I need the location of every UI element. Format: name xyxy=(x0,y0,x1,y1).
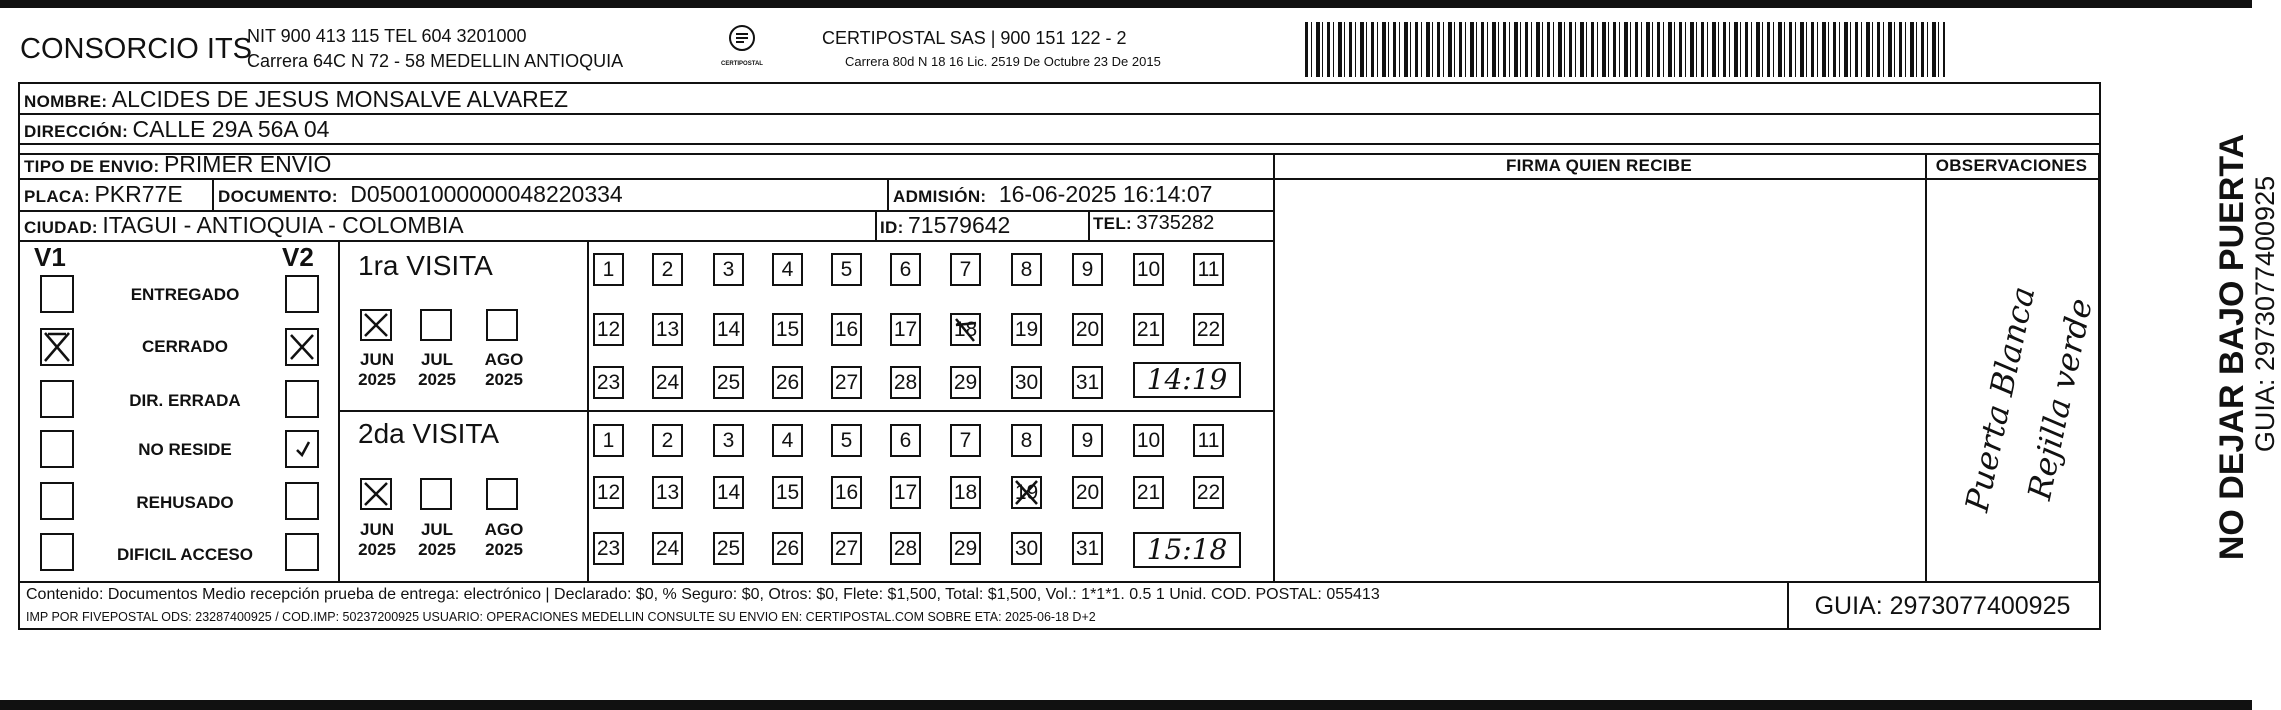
certipostal-logo xyxy=(712,24,772,74)
v1-checkbox-dir-errada[interactable] xyxy=(40,380,74,418)
documento-label: DOCUMENTO: xyxy=(218,187,338,206)
day-label: 7 xyxy=(959,258,972,281)
day-label: 19 xyxy=(1014,481,1039,504)
day-box[interactable] xyxy=(1011,424,1042,457)
day-box[interactable] xyxy=(831,253,862,286)
day-label: 28 xyxy=(893,371,918,394)
day-label: 26 xyxy=(775,537,800,560)
day-box[interactable] xyxy=(593,253,624,286)
v2-checkbox-dir-errada[interactable] xyxy=(285,380,319,418)
day-label: 29 xyxy=(953,371,978,394)
v2-checkbox-no-reside[interactable] xyxy=(285,430,319,468)
day-box[interactable] xyxy=(593,424,624,457)
day-label: 25 xyxy=(716,371,741,394)
nit-tel: NIT 900 413 115 TEL 604 3201000 xyxy=(247,26,527,46)
day-box[interactable] xyxy=(652,532,683,565)
day-label: 2 xyxy=(661,429,674,452)
visit-1-month-jul[interactable] xyxy=(420,309,452,341)
check-mark-icon xyxy=(1013,478,1040,507)
scan-bottom-edge xyxy=(0,700,2252,710)
month-label: AGO xyxy=(484,350,524,369)
day-box[interactable] xyxy=(1011,476,1042,509)
day-label: 21 xyxy=(1136,318,1161,341)
ciudad-value: ITAGUI - ANTIOQUIA - COLOMBIA xyxy=(102,212,464,238)
day-label: 19 xyxy=(1014,318,1039,341)
year-label: 2025 xyxy=(358,540,396,559)
day-box[interactable] xyxy=(1072,532,1103,565)
day-box[interactable] xyxy=(772,476,803,509)
carrier-license: Carrera 80d N 18 16 Lic. 2519 De Octubre 23 De 2015 xyxy=(845,54,1161,69)
day-label: 29 xyxy=(953,537,978,560)
id-value: 71579642 xyxy=(908,212,1011,238)
tel-label: TEL: xyxy=(1093,214,1132,233)
direccion-label: DIRECCIÓN: xyxy=(24,122,129,141)
firma-header: FIRMA QUIEN RECIBE xyxy=(1505,156,1693,175)
day-label: 27 xyxy=(834,537,859,560)
day-box[interactable] xyxy=(1133,476,1164,509)
day-label: 9 xyxy=(1081,258,1094,281)
v1-header: V1 xyxy=(34,242,66,272)
v1-checkbox-dificil-acceso[interactable] xyxy=(40,533,74,571)
reason-dificil-acceso: DIFICIL ACCESO xyxy=(116,545,253,564)
visit-2-month-jun[interactable] xyxy=(360,478,392,510)
day-box[interactable] xyxy=(652,366,683,399)
company-address: Carrera 64C N 72 - 58 MEDELLIN ANTIOQUIA xyxy=(247,51,624,71)
nombre-label: NOMBRE: xyxy=(24,92,108,111)
day-box[interactable] xyxy=(772,253,803,286)
month-label: JUN xyxy=(359,520,394,539)
day-box[interactable] xyxy=(890,532,921,565)
side-warning: NO DEJAR BAJO PUERTA xyxy=(2213,133,2251,561)
day-label: 16 xyxy=(834,481,859,504)
day-label: 21 xyxy=(1136,481,1161,504)
day-label: 16 xyxy=(834,318,859,341)
year-label: 2025 xyxy=(485,540,523,559)
day-box[interactable] xyxy=(1011,532,1042,565)
month-label: JUL xyxy=(420,350,454,369)
brand-name: CONSORCIO ITS xyxy=(20,33,253,65)
side-guia: GUIA: 2973077400925 xyxy=(2250,175,2280,453)
day-box[interactable] xyxy=(713,313,744,346)
day-box[interactable] xyxy=(772,313,803,346)
placa-value: PKR77E xyxy=(94,181,183,207)
day-label: 5 xyxy=(840,429,853,452)
day-box[interactable] xyxy=(831,366,862,399)
day-label: 13 xyxy=(655,481,680,504)
day-label: 24 xyxy=(655,537,680,560)
day-label: 4 xyxy=(781,429,794,452)
placa-label: PLACA: xyxy=(24,187,91,206)
day-box[interactable] xyxy=(950,366,981,399)
visit-1-time: 14:19 xyxy=(1146,363,1228,396)
day-label: 26 xyxy=(775,371,800,394)
day-label: 23 xyxy=(596,537,621,560)
day-box[interactable] xyxy=(890,424,921,457)
day-box[interactable] xyxy=(831,313,862,346)
day-box[interactable] xyxy=(1072,313,1103,346)
day-box[interactable] xyxy=(1133,313,1164,346)
day-label: 1 xyxy=(602,429,615,452)
day-box[interactable] xyxy=(890,253,921,286)
tel-value: 3735282 xyxy=(1136,212,1215,234)
day-label: 18 xyxy=(953,481,978,504)
day-box[interactable] xyxy=(772,532,803,565)
day-label: 2 xyxy=(661,258,674,281)
day-box[interactable] xyxy=(950,476,981,509)
day-label: 12 xyxy=(596,318,621,341)
day-label: 9 xyxy=(1081,429,1094,452)
day-box[interactable] xyxy=(652,313,683,346)
day-label: 25 xyxy=(716,537,741,560)
check-mark-icon xyxy=(952,315,979,344)
check-mark-icon xyxy=(287,330,317,364)
day-label: 31 xyxy=(1075,371,1100,394)
day-label: 5 xyxy=(840,258,853,281)
day-label: 22 xyxy=(1196,481,1221,504)
day-label: 11 xyxy=(1197,258,1220,281)
day-box[interactable] xyxy=(831,532,862,565)
day-box[interactable] xyxy=(890,476,921,509)
check-mark-icon xyxy=(362,480,390,508)
day-box[interactable] xyxy=(1072,424,1103,457)
year-label: 2025 xyxy=(418,540,456,559)
day-label: 17 xyxy=(893,481,918,504)
day-label: 3 xyxy=(722,429,735,452)
logo-caption: CERTIPOSTAL xyxy=(721,61,763,67)
visit-1-title: 1ra VISITA xyxy=(358,250,493,281)
tipo-envio-value: PRIMER ENVIO xyxy=(163,151,332,177)
day-box[interactable] xyxy=(593,476,624,509)
reason-dir-errada: DIR. ERRADA xyxy=(129,391,241,410)
year-label: 2025 xyxy=(358,370,396,389)
visit-2-time-box xyxy=(1133,532,1241,568)
visit-2-title: 2da VISITA xyxy=(358,418,500,449)
v1-checkbox-entregado[interactable] xyxy=(40,275,74,313)
day-label: 23 xyxy=(596,371,621,394)
day-box[interactable] xyxy=(652,253,683,286)
visit-2-month-jul[interactable] xyxy=(420,478,452,510)
day-box[interactable] xyxy=(1133,253,1164,286)
day-label: 11 xyxy=(1197,429,1220,452)
observation-line-2: Rejilla verde xyxy=(2020,294,2100,504)
footer-imp: IMP POR FIVEPOSTAL ODS: 23287400925 / COD.IMP: 50237200925 USUARIO: OPERACIONES MEDELLIN CONSULTE SU ENVIO EN: CERTIPOSTAL.COM SOBRE ETA: 2025-06-18 D+2 xyxy=(26,610,1096,624)
day-box[interactable] xyxy=(831,476,862,509)
month-label: JUN xyxy=(359,350,394,369)
day-label: 28 xyxy=(893,537,918,560)
day-box[interactable] xyxy=(1193,476,1224,509)
barcode xyxy=(1305,22,1945,77)
check-mark-icon xyxy=(287,432,317,466)
admision-value: 16-06-2025 16:14:07 xyxy=(998,181,1213,207)
day-box[interactable] xyxy=(1072,253,1103,286)
day-label: 15 xyxy=(775,481,800,504)
day-box[interactable] xyxy=(950,424,981,457)
visit-1-time-box xyxy=(1133,362,1241,398)
day-box[interactable] xyxy=(772,366,803,399)
day-box[interactable] xyxy=(593,532,624,565)
nombre-value: ALCIDES DE JESUS MONSALVE ALVAREZ xyxy=(111,86,569,112)
day-box[interactable] xyxy=(1193,424,1224,457)
day-box[interactable] xyxy=(950,313,981,346)
day-label: 13 xyxy=(655,318,680,341)
day-label: 1 xyxy=(602,258,615,281)
day-label: 6 xyxy=(899,429,912,452)
scan-top-edge xyxy=(0,0,2252,8)
v1-checkbox-rehusado[interactable] xyxy=(40,482,74,520)
day-label: 20 xyxy=(1075,318,1100,341)
reason-rehusado: REHUSADO xyxy=(136,493,234,512)
reason-no-reside: NO RESIDE xyxy=(138,440,232,459)
day-box[interactable] xyxy=(713,532,744,565)
day-label: 27 xyxy=(834,371,859,394)
day-box[interactable] xyxy=(1193,253,1224,286)
day-box[interactable] xyxy=(652,476,683,509)
tipo-envio-label: TIPO DE ENVIO: xyxy=(24,157,160,176)
year-label: 2025 xyxy=(485,370,523,389)
v2-checkbox-cerrado[interactable] xyxy=(285,328,319,366)
day-label: 24 xyxy=(655,371,680,394)
v1-checkbox-no-reside[interactable] xyxy=(40,430,74,468)
day-label: 3 xyxy=(722,258,735,281)
day-label: 4 xyxy=(781,258,794,281)
day-box[interactable] xyxy=(593,313,624,346)
observation-line-1: Puerta Blanca xyxy=(1957,283,2043,515)
month-label: AGO xyxy=(484,520,524,539)
day-box[interactable] xyxy=(950,532,981,565)
day-label: 22 xyxy=(1196,318,1221,341)
day-label: 7 xyxy=(959,429,972,452)
day-box[interactable] xyxy=(652,424,683,457)
ciudad-label: CIUDAD: xyxy=(24,218,98,237)
carrier-name: CERTIPOSTAL SAS | 900 151 122 - 2 xyxy=(822,28,1127,48)
day-box[interactable] xyxy=(1133,424,1164,457)
month-label: JUL xyxy=(420,520,454,539)
v1-checkbox-cerrado[interactable] xyxy=(40,328,74,366)
day-box[interactable] xyxy=(890,366,921,399)
day-label: 10 xyxy=(1136,429,1161,452)
day-box[interactable] xyxy=(1072,366,1103,399)
day-label: 31 xyxy=(1075,537,1100,560)
day-box[interactable] xyxy=(1011,313,1042,346)
day-box[interactable] xyxy=(950,253,981,286)
day-box[interactable] xyxy=(1193,313,1224,346)
day-label: 14 xyxy=(716,481,741,504)
day-label: 17 xyxy=(893,318,918,341)
day-label: 18 xyxy=(953,318,978,341)
day-label: 15 xyxy=(775,318,800,341)
direccion-value: CALLE 29A 56A 04 xyxy=(132,116,330,142)
id-label: ID: xyxy=(880,218,904,237)
day-label: 6 xyxy=(899,258,912,281)
check-mark-icon xyxy=(362,311,390,339)
visit-2-month-ago[interactable] xyxy=(486,478,518,510)
admision-label: ADMISIÓN: xyxy=(893,187,987,206)
check-mark-icon xyxy=(42,330,72,364)
reason-cerrado: CERRADO xyxy=(142,337,228,356)
day-label: 14 xyxy=(716,318,741,341)
observaciones-header: OBSERVACIONES xyxy=(1935,156,2088,175)
day-label: 10 xyxy=(1136,258,1161,281)
year-label: 2025 xyxy=(418,370,456,389)
v2-checkbox-entregado[interactable] xyxy=(285,275,319,313)
day-box[interactable] xyxy=(593,366,624,399)
day-label: 8 xyxy=(1020,258,1033,281)
day-label: 8 xyxy=(1020,429,1033,452)
v2-checkbox-dificil-acceso[interactable] xyxy=(285,533,319,571)
v2-header: V2 xyxy=(282,242,314,272)
v2-checkbox-rehusado[interactable] xyxy=(285,482,319,520)
documento-value: D05001000000048220334 xyxy=(350,181,623,207)
day-label: 12 xyxy=(596,481,621,504)
day-label: 30 xyxy=(1014,537,1039,560)
day-box[interactable] xyxy=(890,313,921,346)
day-box[interactable] xyxy=(713,253,744,286)
day-box[interactable] xyxy=(713,366,744,399)
footer-contenido: Contenido: Documentos Medio recepción prueba de entrega: electrónico | Declarado: $0, % Seguro: $0, Otros: $0, Flete: $1,500, Total: $1,500, Vol.: 1*1*1. 0.5 1 Unid. COD. POSTAL: 055413 xyxy=(26,586,1380,603)
day-box[interactable] xyxy=(831,424,862,457)
day-label: 20 xyxy=(1075,481,1100,504)
day-label: 30 xyxy=(1014,371,1039,394)
footer-guia: GUIA: 2973077400925 xyxy=(1814,592,2071,620)
visit-2-time: 15:18 xyxy=(1146,533,1228,566)
day-box[interactable] xyxy=(1072,476,1103,509)
reason-entregado: ENTREGADO xyxy=(130,285,240,304)
day-box[interactable] xyxy=(1011,253,1042,286)
day-box[interactable] xyxy=(713,476,744,509)
day-box[interactable] xyxy=(1011,366,1042,399)
visit-1-month-jun[interactable] xyxy=(360,309,392,341)
day-box[interactable] xyxy=(713,424,744,457)
visit-1-month-ago[interactable] xyxy=(486,309,518,341)
day-box[interactable] xyxy=(772,424,803,457)
